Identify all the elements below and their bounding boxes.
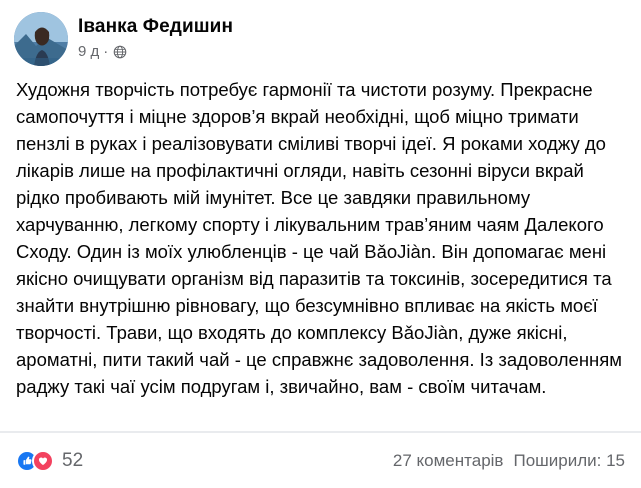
avatar[interactable] (14, 12, 68, 66)
post-text: Художня творчість потребує гармонії та чистоти розуму. Прекрасне самопочуття і міцне здоров’я вкрай необхідні, щоб міцно тримати пензлі в руках і реалізовувати сміливі творчі ідеї. Я роками ходжу до лікарів лише на профілактичні огляди, навіть сезонні віруси вкрай рідко пробивають мій імунітет. Все це завдяки правильному харчуванню, легкому спорту і лікувальним трав’яним чаям Далекого Сходу. Один із моїх улюбленців - це чай BǎoJiàn. Він допомагає мені якісно очищувати організм від паразитів та токсинів, зосередитися та знайти внутрішню рівновагу, що безсумнівно впливає на якість моєї творчості. Трави, що входять до комплексу BǎoJiàn, дуже якісні, ароматні, пити такий чай - це справжнє задоволення. Із задоволенням раджу такі чаї усім подругам і, звичайно, вам - своїм читачам. (16, 79, 623, 397)
author-name[interactable]: Іванка Федишин (78, 16, 234, 37)
header-text (78, 12, 233, 60)
globe-icon (113, 45, 127, 59)
post-time[interactable]: 9 д (78, 43, 100, 60)
shares-count[interactable]: Поширили: 15 (513, 450, 625, 470)
comments-count[interactable]: 27 коментарів (392, 450, 504, 470)
post-meta (78, 43, 233, 60)
meta-separator: · (103, 43, 109, 60)
footer-right (393, 451, 625, 471)
post-header (0, 0, 641, 66)
reaction-count: 52 (62, 449, 84, 471)
heart-icon (32, 450, 54, 472)
reactions-summary[interactable] (16, 450, 83, 472)
post-footer (0, 432, 641, 488)
